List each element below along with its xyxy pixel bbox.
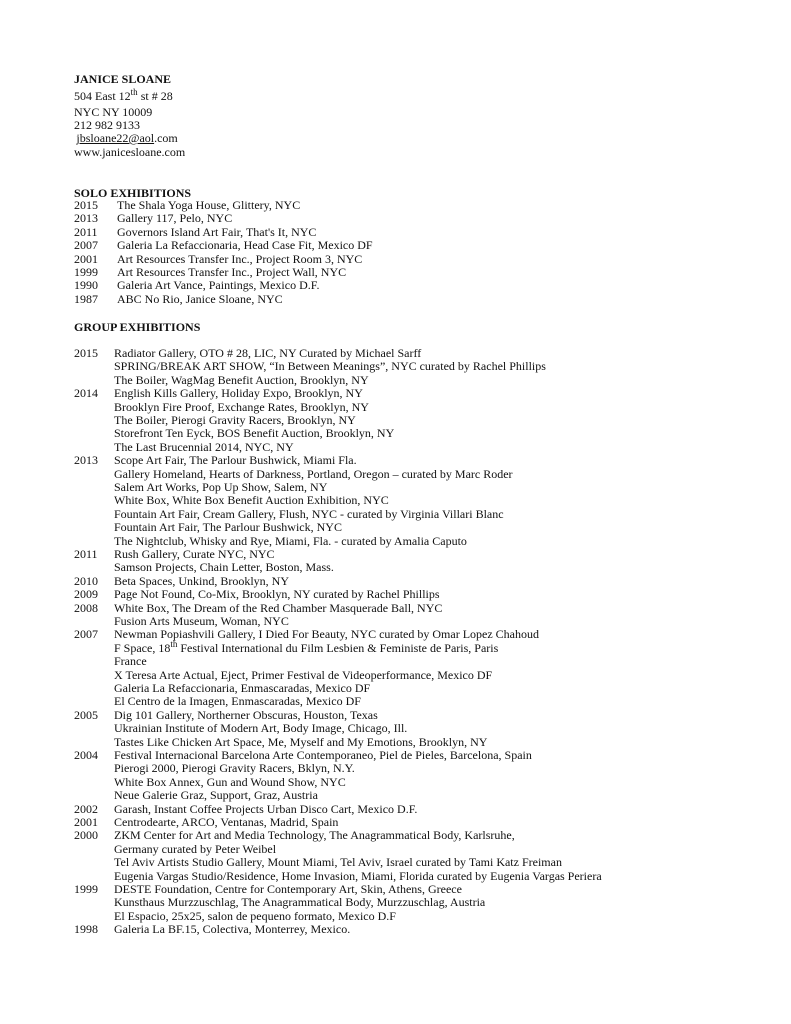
exhibition-text: Germany curated by Peter Weibel — [114, 841, 277, 856]
exhibition-text: DESTE Foundation, Centre for Contemporary Art, Skin, Athens, Greece — [114, 882, 462, 896]
exhibition-year: 2001 — [74, 251, 98, 266]
exhibition-year: 1987 — [74, 291, 98, 306]
exhibition-text: White Box Annex, Gun and Wound Show, NYC — [114, 774, 346, 789]
address-ordinal: th — [130, 87, 138, 97]
exhibition-text: English Kills Gallery, Holiday Expo, Brooklyn, NY — [114, 386, 363, 401]
email-domain: .com — [154, 131, 178, 145]
exhibition-text: The Last Brucennial 2014, NYC, NY — [114, 439, 294, 454]
exhibition-year: 1999 — [74, 882, 98, 896]
exhibition-text: Salem Art Works, Pop Up Show, Salem, NY — [114, 480, 328, 494]
group-exhibitions-heading: GROUP EXHIBITIONS — [74, 320, 201, 334]
exhibition-text: The Shala Yoga House, Glittery, NYC — [117, 198, 301, 212]
exhibition-entry — [74, 387, 774, 401]
exhibition-text: Tastes Like Chicken Art Space, Me, Myself and My Emotions, Brooklyn, NY — [114, 734, 488, 749]
exhibition-text: SPRING/BREAK ART SHOW, “In Between Meanings”, NYC curated by Rachel Phillips — [114, 359, 546, 374]
exhibition-year: 1990 — [74, 278, 98, 293]
exhibition-year: 2015 — [74, 198, 98, 212]
exhibition-text: Rush Gallery, Curate NYC, NYC — [114, 547, 275, 561]
exhibition-year: 2013 — [74, 453, 98, 468]
exhibition-text: Ukrainian Institute of Modern Art, Body Image, Chicago, Ill. — [114, 721, 408, 736]
exhibition-text: Storefront Ten Eyck, BOS Benefit Auction, Brooklyn, NY — [114, 426, 395, 441]
exhibition-entry — [74, 293, 774, 307]
exhibition-text: The Boiler, Pierogi Gravity Racers, Brooklyn, NY — [114, 413, 356, 427]
exhibition-text: Art Resources Transfer Inc., Project Wall, NYC — [117, 265, 347, 279]
exhibition-text: Governors Island Art Fair, That's It, NYC — [117, 224, 317, 239]
exhibition-year: 2009 — [74, 587, 98, 602]
exhibition-text: The Boiler, WagMag Benefit Auction, Brooklyn, NY — [114, 372, 369, 387]
exhibition-entry — [74, 212, 774, 226]
exhibition-text: Samson Projects, Chain Letter, Boston, Mass. — [114, 560, 334, 575]
exhibition-year: 2007 — [74, 627, 98, 642]
exhibition-entry — [74, 923, 774, 937]
exhibition-text: Neue Galerie Graz, Support, Graz, Austria — [114, 788, 318, 803]
exhibition-text: Fountain Art Fair, Cream Gallery, Flush, NYC - curated by Virginia Villari Blanc — [114, 506, 504, 521]
exhibition-text: El Espacio, 25x25, salon de pequeno formato, Mexico D.F — [114, 908, 396, 923]
contact-city: NYC NY 10009 — [74, 105, 153, 119]
exhibition-text: Gallery 117, Pelo, NYC — [117, 211, 233, 226]
exhibition-text: Art Resources Transfer Inc., Project Room 3, NYC — [117, 251, 363, 266]
exhibition-entry — [74, 829, 774, 843]
exhibition-text: Gallery Homeland, Hearts of Darkness, Portland, Oregon – curated by Marc Roder — [114, 466, 513, 481]
exhibition-text: Newman Popiashvili Gallery, I Died For Beauty, NYC curated by Omar Lopez Chahoud — [114, 627, 540, 642]
exhibition-year: 2010 — [74, 573, 98, 588]
exhibition-text: Garash, Instant Coffee Projects Urban Disco Cart, Mexico D.F. — [114, 801, 418, 816]
contact-email[interactable] — [74, 132, 474, 146]
contact-website: www.janicesloane.com — [74, 145, 186, 159]
address-street: 504 East 12 — [74, 89, 131, 103]
exhibition-text: Brooklyn Fire Proof, Exchange Rates, Brooklyn, NY — [114, 399, 369, 414]
exhibition-text: ABC No Rio, Janice Sloane, NYC — [117, 291, 283, 306]
exhibition-text: The Nightclub, Whisky and Rye, Miami, Fla. - curated by Amalia Caputo — [114, 533, 467, 548]
exhibition-year: 2015 — [74, 346, 98, 360]
exhibition-year: 2014 — [74, 386, 98, 401]
exhibition-text: Galeria Art Vance, Paintings, Mexico D.F. — [117, 278, 320, 293]
exhibition-year: 2007 — [74, 238, 98, 253]
exhibition-text: Centrodearte, ARCO, Ventanas, Madrid, Spain — [114, 815, 339, 829]
exhibition-year: 2000 — [74, 828, 98, 843]
contact-phone: 212 982 9133 — [74, 118, 140, 132]
exhibition-year: 2005 — [74, 707, 98, 722]
exhibition-text: X Teresa Arte Actual, Eject, Primer Festival de Videoperformance, Mexico DF — [114, 667, 493, 682]
solo-exhibitions-heading: SOLO EXHIBITIONS — [74, 186, 192, 200]
exhibition-year: 1999 — [74, 265, 98, 279]
exhibition-entry — [74, 454, 774, 468]
exhibition-year: 2011 — [74, 224, 98, 239]
exhibition-entry — [74, 588, 774, 602]
exhibition-text: Dig 101 Gallery, Northerner Obscuras, Houston, Texas — [114, 707, 378, 722]
exhibition-text: Scope Art Fair, The Parlour Bushwick, Miami Fla. — [114, 453, 357, 468]
exhibition-year: 2001 — [74, 815, 98, 829]
artist-name: JANICE SLOANE — [74, 72, 172, 86]
email-link[interactable]: jbsloane22@aol — [76, 131, 155, 145]
exhibition-text: Pierogi 2000, Pierogi Gravity Racers, Bklyn, N.Y. — [114, 761, 355, 776]
exhibition-year: 2002 — [74, 801, 98, 816]
exhibition-text: Fountain Art Fair, The Parlour Bushwick, NYC — [114, 520, 342, 535]
exhibition-text: Festival Internacional Barcelona Arte Contemporaneo, Piel de Pieles, Barcelona, Spain — [114, 748, 532, 762]
exhibition-text: F Space, 18th Festival International du Film Lesbien & Feministe de Paris, Paris — [114, 638, 499, 655]
exhibition-text: Galeria La Refaccionaria, Enmascaradas, Mexico DF — [114, 681, 371, 695]
exhibition-year: 1998 — [74, 922, 98, 937]
exhibition-year: 2013 — [74, 211, 98, 226]
exhibition-text: Eugenia Vargas Studio/Residence, Home Invasion, Miami, Florida curated by Eugenia Vargas Periera — [114, 868, 602, 883]
exhibition-entry — [74, 239, 774, 253]
exhibition-year: 2004 — [74, 748, 98, 762]
exhibition-text: Beta Spaces, Unkind, Brooklyn, NY — [114, 573, 289, 588]
exhibition-text: White Box, White Box Benefit Auction Exhibition, NYC — [114, 493, 389, 508]
exhibition-text: Galeria La Refaccionaria, Head Case Fit, Mexico DF — [117, 238, 373, 253]
exhibition-text: White Box, The Dream of the Red Chamber Masquerade Ball, NYC — [114, 600, 443, 615]
exhibition-year: 2011 — [74, 547, 98, 561]
exhibition-text: Radiator Gallery, OTO # 28, LIC, NY Curated by Michael Sarff — [114, 346, 422, 360]
contact-address — [74, 87, 474, 104]
exhibition-text: El Centro de la Imagen, Enmascaradas, Mexico DF — [114, 694, 361, 709]
exhibition-text: Page Not Found, Co-Mix, Brooklyn, NY curated by Rachel Phillips — [114, 587, 440, 602]
exhibition-text: ZKM Center for Art and Media Technology, The Anagrammatical Body, Karlsruhe, — [114, 828, 515, 843]
exhibition-text: Fusion Arts Museum, Woman, NYC — [114, 614, 289, 628]
address-apt: st # 28 — [137, 89, 173, 103]
exhibition-text: Tel Aviv Artists Studio Gallery, Mount Miami, Tel Aviv, Israel curated by Tami Katz Freiman — [114, 855, 562, 870]
exhibition-year: 2008 — [74, 600, 98, 615]
exhibition-text: Galeria La BF.15, Colectiva, Monterrey, Mexico. — [114, 922, 351, 937]
exhibition-text: France — [114, 654, 147, 669]
exhibition-text: Kunsthaus Murzzuschlag, The Anagrammatical Body, Murzzuschlag, Austria — [114, 895, 486, 910]
exhibition-entry — [74, 279, 774, 293]
